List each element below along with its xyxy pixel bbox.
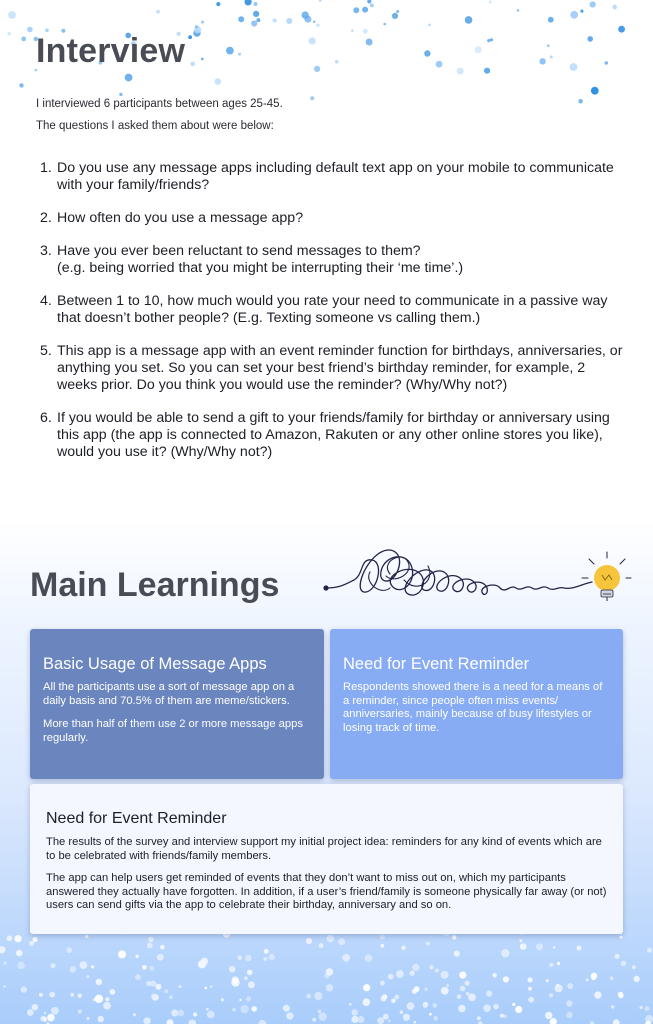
question-number: 3.: [40, 243, 52, 259]
decorative-dot: [457, 68, 464, 75]
decorative-dot: [441, 971, 449, 979]
decorative-dot: [189, 1020, 192, 1023]
decorative-dot: [528, 987, 532, 991]
decorative-dot: [306, 938, 312, 944]
decorative-dot: [615, 954, 620, 959]
decorative-dot: [424, 50, 430, 56]
decorative-dot: [188, 35, 192, 39]
question-text: This app is a message app with an event reminder function for birthdays, anniversaries, or anything you set. So you can set your best friend’s birthday reminder, for example, 2 weeks prior. Do you think you would use the reminder? (Why/Why not?): [57, 343, 623, 393]
decorative-dot: [319, 1012, 327, 1020]
decorative-dot: [580, 10, 583, 13]
decorative-dot: [401, 946, 406, 951]
decorative-dot: [483, 1004, 491, 1012]
decorative-dot: [520, 943, 527, 950]
decorative-dot: [486, 991, 492, 997]
decorative-dot: [259, 1020, 267, 1024]
decorative-dot: [95, 995, 103, 1003]
decorative-dot: [210, 985, 213, 988]
decorative-dot: [363, 984, 370, 991]
question-item: [40, 210, 625, 227]
decorative-dot: [29, 941, 34, 946]
decorative-dot: [362, 7, 368, 13]
decorative-dot: [610, 976, 614, 980]
decorative-dot: [286, 1012, 293, 1019]
decorative-dot: [366, 39, 373, 46]
decorative-dot: [590, 1, 596, 7]
question-item: [40, 243, 625, 277]
decorative-dot: [550, 1018, 557, 1024]
question-example: (e.g. being worried that you might be interrupting their ‘me time’.): [57, 260, 464, 276]
decorative-dot: [388, 974, 394, 980]
card-heading: Need for Event Reminder: [343, 655, 530, 673]
decorative-dot: [644, 1006, 649, 1011]
decorative-dot: [459, 972, 466, 979]
decorative-dot: [3, 985, 5, 987]
decorative-dot: [468, 993, 476, 1001]
decorative-dot: [363, 998, 371, 1006]
decorative-dot: [454, 951, 460, 957]
decorative-dot: [238, 16, 244, 22]
decorative-dot: [466, 992, 469, 995]
decorative-dot: [136, 955, 139, 958]
decorative-dot: [367, 0, 371, 3]
decorative-dot: [539, 58, 545, 64]
decorative-dot: [149, 966, 154, 971]
decorative-dot: [549, 963, 553, 967]
decorative-dot: [226, 47, 234, 55]
decorative-dot: [548, 17, 554, 23]
decorative-dot: [40, 1016, 45, 1021]
decorative-dot: [388, 1020, 391, 1023]
decorative-dot: [0, 946, 6, 953]
decorative-dot: [567, 983, 573, 989]
decorative-dot: [264, 949, 269, 954]
decorative-dot: [500, 1014, 504, 1018]
decorative-dot: [248, 981, 255, 988]
decorative-dot: [351, 1016, 358, 1023]
decorative-dot: [314, 992, 322, 1000]
decorative-dot: [515, 1006, 522, 1013]
decorative-dot: [179, 985, 182, 988]
decorative-dot: [452, 935, 456, 939]
question-text: Between 1 to 10, how much would you rate your need to communicate in a passive way that doesn’t bother people? (E.g. Texting someone vs calling them.): [57, 293, 608, 326]
basic-usage-card: [30, 629, 324, 779]
decorative-dot: [338, 938, 345, 945]
decorative-dot: [566, 1000, 572, 1006]
decorative-dot: [49, 992, 55, 998]
decorative-dot: [394, 995, 399, 1000]
decorative-dot: [91, 965, 94, 968]
decorative-dot: [493, 1004, 499, 1010]
question-number: 2.: [40, 210, 52, 226]
decorative-dot: [594, 991, 601, 998]
question-number: 6.: [40, 410, 52, 426]
decorative-dot: [353, 7, 359, 13]
decorative-dot: [142, 965, 147, 970]
decorative-dot: [436, 61, 443, 68]
question-item: [40, 343, 625, 394]
decorative-dot: [632, 965, 636, 969]
decorative-dot: [215, 78, 222, 85]
decorative-dot: [377, 1017, 384, 1024]
decorative-dot: [119, 93, 122, 96]
question-number: 5.: [40, 343, 52, 359]
decorative-dot: [557, 962, 560, 965]
decorative-dot: [44, 1012, 46, 1014]
decorative-dot: [7, 32, 11, 36]
card-heading: Need for Event Reminder: [46, 810, 227, 827]
decorative-dot: [570, 63, 578, 71]
decorative-dot: [591, 87, 599, 95]
decorative-dot: [147, 943, 153, 949]
decorative-dot: [370, 4, 374, 8]
decorative-dot: [335, 60, 339, 64]
decorative-dot: [32, 1004, 38, 1010]
decorative-dot: [441, 987, 449, 995]
decorative-dot: [578, 99, 583, 104]
decorative-dot: [640, 1006, 643, 1009]
decorative-dot: [238, 955, 243, 960]
decorative-dot: [517, 9, 519, 11]
question-item: [40, 293, 625, 327]
decorative-dot: [465, 16, 473, 24]
decorative-dot: [429, 1013, 432, 1016]
decorative-dot: [528, 997, 534, 1003]
decorative-dot: [550, 56, 553, 59]
decorative-dot: [245, 955, 252, 962]
decorative-dot: [171, 1010, 178, 1017]
decorative-dot: [492, 973, 497, 978]
decorative-dot: [566, 1012, 573, 1019]
decorative-dot: [263, 957, 267, 961]
decorative-dot: [47, 1014, 55, 1022]
decorative-dot: [570, 11, 578, 19]
decorative-dot: [169, 995, 173, 999]
decorative-dot: [556, 984, 559, 987]
decorative-dot: [318, 1010, 321, 1013]
card-paragraph: Respondents showed there is a need for a means of a reminder, since people often miss events/ anniversaries, mainly because of busy lifestyles or losing track of time.: [343, 681, 603, 734]
decorative-dot: [503, 1015, 507, 1019]
card-paragraph: The app can help users get reminded of events that they don’t want to miss out on, which my participants answered they actually have forgotten. In addition, if a user’s friend/family is someone physically far away (or not) users can send gifts via the app to celebrate their birthday, anniversary and so on.: [46, 872, 607, 911]
decorative-dot: [528, 977, 533, 982]
decorative-dot: [86, 1017, 89, 1020]
decorative-dot: [310, 96, 314, 100]
decorative-dot: [621, 961, 627, 967]
decorative-dot: [611, 1005, 614, 1008]
decorative-dot: [238, 53, 241, 56]
decorative-dot: [80, 961, 88, 969]
decorative-dot: [457, 994, 462, 999]
decorative-dot: [326, 984, 333, 991]
card-paragraph: All the participants use a sort of message app on a daily basis and 70.5% of them are meme/stickers.: [43, 681, 295, 707]
decorative-dot: [428, 24, 431, 27]
decorative-dot: [286, 18, 292, 24]
decorative-dot: [619, 993, 624, 998]
decorative-dot: [283, 1005, 290, 1012]
decorative-dot: [216, 2, 220, 6]
question-body: [57, 243, 625, 277]
decorative-dot: [201, 58, 204, 61]
decorative-dot: [407, 1002, 415, 1010]
decorative-dot: [396, 970, 404, 978]
decorative-dot: [246, 996, 251, 1001]
decorative-dot: [549, 993, 553, 997]
decorative-dot: [313, 21, 315, 23]
decorative-dot: [365, 954, 373, 962]
decorative-dot: [125, 74, 133, 82]
decorative-dot: [157, 954, 164, 961]
decorative-dot: [251, 1006, 257, 1012]
decorative-dot: [27, 1009, 34, 1016]
decorative-dot: [19, 83, 23, 87]
decorative-dot: [39, 993, 43, 997]
decorative-dot: [363, 29, 368, 34]
bottom-dot-pattern: [0, 920, 653, 1024]
decorative-dot: [21, 37, 26, 42]
decorative-dot: [190, 62, 195, 67]
decorative-dot: [475, 46, 482, 53]
decorative-dot: [392, 13, 398, 19]
decorative-dot: [487, 39, 490, 42]
decorative-dot: [591, 973, 598, 980]
decorative-dot: [85, 935, 88, 938]
question-text: How often do you use a message app?: [57, 210, 304, 226]
decorative-dot: [105, 997, 109, 1001]
question-text: Have you ever been reluctant to send messages to them?: [57, 243, 421, 259]
decorative-dot: [201, 958, 208, 965]
decorative-dot: [205, 987, 208, 990]
intro-line-1: I interviewed 6 participants between ages 25-45.: [36, 98, 283, 110]
decorative-dot: [410, 971, 415, 976]
decorative-dot: [426, 942, 430, 946]
decorative-dot: [396, 10, 399, 13]
decorative-dot: [51, 1007, 59, 1015]
event-reminder-need-card: [330, 629, 623, 779]
decorative-dot: [634, 976, 640, 982]
decorative-dot: [400, 1011, 403, 1014]
decorative-dot: [349, 1003, 352, 1006]
decorative-dot: [489, 1, 492, 4]
decorative-dot: [612, 5, 617, 10]
main-learnings-title: Main Learnings: [30, 566, 280, 604]
decorative-dot: [103, 1002, 111, 1010]
decorative-dot: [8, 11, 16, 19]
decorative-dot: [269, 954, 275, 960]
decorative-dot: [587, 36, 593, 42]
decorative-dot: [309, 37, 316, 44]
decorative-dot: [143, 1017, 150, 1024]
decorative-dot: [21, 986, 27, 992]
decorative-dot: [446, 984, 449, 987]
decorative-dot: [27, 27, 33, 33]
decorative-dot: [342, 954, 350, 962]
decorative-dot: [232, 1008, 236, 1012]
decorative-dot: [381, 944, 385, 948]
decorative-dot: [110, 989, 116, 995]
decorative-dot: [302, 11, 309, 18]
decorative-dot: [412, 989, 417, 994]
decorative-dot: [4, 961, 7, 964]
decorative-dot: [435, 968, 439, 972]
decorative-dot: [256, 18, 260, 22]
decorative-dot: [70, 966, 77, 973]
decorative-dot: [177, 1010, 184, 1017]
decorative-dot: [66, 947, 72, 953]
decorative-dot: [326, 968, 334, 976]
decorative-dot: [620, 936, 623, 939]
decorative-dot: [391, 999, 396, 1004]
decorative-dot: [231, 978, 239, 986]
decorative-dot: [460, 986, 466, 992]
decorative-dot: [351, 29, 354, 32]
decorative-dot: [647, 948, 652, 953]
decorative-dot: [229, 966, 235, 972]
decorative-dot: [50, 963, 55, 968]
question-item: [40, 160, 625, 194]
decorative-dot: [319, 943, 324, 948]
decorative-dot: [314, 66, 320, 72]
decorative-dot: [380, 934, 385, 939]
decorative-dot: [14, 935, 21, 942]
decorative-dot: [193, 1012, 197, 1016]
question-item: [40, 410, 625, 461]
decorative-dot: [316, 24, 319, 27]
decorative-dot: [618, 26, 625, 33]
decorative-dot: [254, 2, 258, 6]
decorative-dot: [586, 978, 589, 981]
decorative-dot: [306, 994, 311, 999]
decorative-dot: [380, 981, 385, 986]
decorative-dot: [577, 946, 582, 951]
decorative-dot: [433, 1016, 438, 1021]
decorative-dot: [412, 964, 419, 971]
card-paragraph: More than half of them use 2 or more message apps regularly.: [43, 718, 303, 744]
decorative-dot: [148, 937, 154, 943]
decorative-dot: [490, 38, 493, 41]
decorative-dot: [503, 976, 509, 982]
decorative-dot: [423, 1005, 427, 1009]
decorative-dot: [78, 994, 82, 998]
card-heading: Basic Usage of Message Apps: [43, 655, 267, 673]
decorative-dot: [546, 979, 549, 982]
intro-line-2: The questions I asked them about were below:: [36, 120, 274, 132]
decorative-dot: [383, 23, 386, 26]
decorative-dot: [553, 946, 556, 949]
decorative-dot: [547, 44, 550, 47]
decorative-dot: [201, 21, 204, 24]
decorative-dot: [133, 1013, 136, 1016]
decorative-dot: [16, 950, 23, 957]
question-text: If you would be able to send a gift to your friends/family for birthday or anniversary using this app (the app is connected to Amazon, Rakuten or any other online stores you like), would you use it? (Why/Why not?): [57, 410, 610, 460]
decorative-dot: [156, 984, 162, 990]
decorative-dot: [7, 936, 13, 942]
decorative-dot: [247, 970, 253, 976]
decorative-dot: [160, 945, 165, 950]
decorative-dot: [425, 988, 428, 991]
question-number: 1.: [40, 160, 52, 176]
question-number: 4.: [40, 293, 52, 309]
decorative-dot: [98, 1016, 104, 1022]
decorative-dot: [414, 1021, 417, 1024]
decorative-dot: [164, 989, 168, 993]
decorative-dot: [458, 1005, 465, 1012]
decorative-dot: [605, 61, 608, 64]
decorative-dot: [484, 68, 490, 74]
decorative-dot: [327, 935, 335, 943]
decorative-dot: [253, 11, 259, 17]
decorative-dot: [78, 1010, 82, 1014]
question-text: Do you use any message apps including default text app on your mobile to communicate with your family/friends?: [57, 160, 614, 193]
decorative-dot: [477, 1016, 481, 1020]
decorative-dot: [146, 981, 151, 986]
event-reminder-summary-card: [30, 784, 623, 934]
decorative-dot: [273, 18, 277, 22]
decorative-dot: [207, 1011, 215, 1019]
decorative-dot: [545, 1012, 552, 1019]
decorative-dot: [244, 976, 248, 980]
decorative-dot: [96, 979, 103, 986]
decorative-dot: [195, 25, 198, 28]
decorative-dot: [240, 1005, 248, 1013]
decorative-dot: [352, 1009, 358, 1015]
decorative-dot: [206, 1008, 209, 1011]
decorative-dot: [251, 20, 257, 26]
decorative-dot: [156, 10, 160, 14]
decorative-dot: [403, 1014, 410, 1021]
decorative-dot: [432, 1003, 437, 1008]
decorative-dot: [151, 994, 157, 1000]
decorative-dot: [312, 1018, 316, 1022]
interview-title: Interview: [36, 32, 186, 70]
card-paragraph: The results of the survey and interview support my initial project idea: reminders for any kind of events which are to be celebrated with friends/family members.: [46, 836, 602, 862]
decorative-dot: [319, 0, 322, 2]
decorative-dot: [70, 993, 74, 997]
decorative-dot: [520, 939, 523, 942]
decorative-dot: [512, 1003, 515, 1006]
question-list: [40, 160, 625, 477]
scribble-to-lightbulb-icon: [320, 544, 632, 610]
decorative-dot: [118, 950, 126, 958]
decorative-dot: [429, 965, 433, 969]
decorative-dot: [86, 975, 89, 978]
decorative-dot: [135, 974, 141, 980]
decorative-dot: [383, 1014, 389, 1020]
decorative-dot: [536, 943, 543, 950]
decorative-dot: [465, 981, 470, 986]
decorative-dot: [501, 949, 509, 957]
decorative-dot: [167, 1019, 174, 1024]
decorative-dot: [245, 0, 252, 5]
decorative-dot: [17, 962, 25, 970]
decorative-dot: [613, 1019, 620, 1024]
decorative-dot: [239, 999, 241, 1001]
decorative-dot: [221, 998, 224, 1001]
decorative-dot: [381, 996, 387, 1002]
